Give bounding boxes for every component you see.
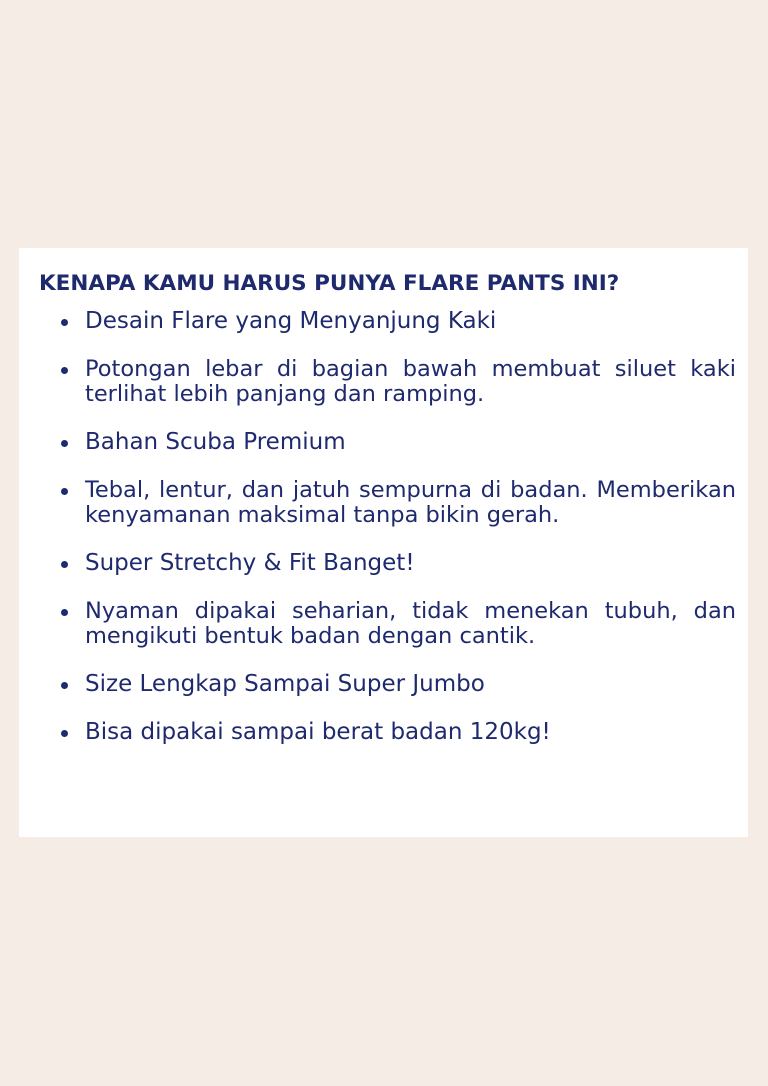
- list-item-text: Nyaman dipakai seharian, tidak menekan tubuh, dan mengikuti bentuk badan dengan cantik.: [85, 598, 736, 649]
- list-item: [39, 430, 736, 455]
- list-item: [39, 720, 736, 745]
- bullet-icon: [61, 367, 68, 374]
- list-item: [39, 672, 736, 697]
- feature-list: [39, 309, 736, 745]
- bullet-icon: [61, 682, 68, 689]
- content-card: [19, 248, 748, 837]
- list-item: [39, 357, 736, 407]
- bullet-icon: [61, 730, 68, 737]
- list-item: [39, 599, 736, 649]
- list-item: [39, 551, 736, 576]
- page-title: KENAPA KAMU HARUS PUNYA FLARE PANTS INI?: [39, 271, 620, 296]
- bullet-icon: [61, 609, 68, 616]
- list-item-text: Bisa dipakai sampai berat badan 120kg!: [85, 719, 551, 745]
- list-item-text: Super Stretchy & Fit Banget!: [85, 550, 415, 576]
- bullet-icon: [61, 440, 68, 447]
- bullet-icon: [61, 319, 68, 326]
- list-item-text: Bahan Scuba Premium: [85, 429, 346, 455]
- list-item-text: Tebal, lentur, dan jatuh sempurna di badan. Memberikan kenyamanan maksimal tanpa bikin gerah.: [85, 477, 736, 528]
- list-item: [39, 478, 736, 528]
- list-item-text: Potongan lebar di bagian bawah membuat siluet kaki terlihat lebih panjang dan ramping.: [85, 356, 736, 407]
- list-item-text: Desain Flare yang Menyanjung Kaki: [85, 308, 497, 334]
- bullet-icon: [61, 561, 68, 568]
- list-item: [39, 309, 736, 334]
- bullet-icon: [61, 488, 68, 495]
- list-item-text: Size Lengkap Sampai Super Jumbo: [85, 671, 485, 697]
